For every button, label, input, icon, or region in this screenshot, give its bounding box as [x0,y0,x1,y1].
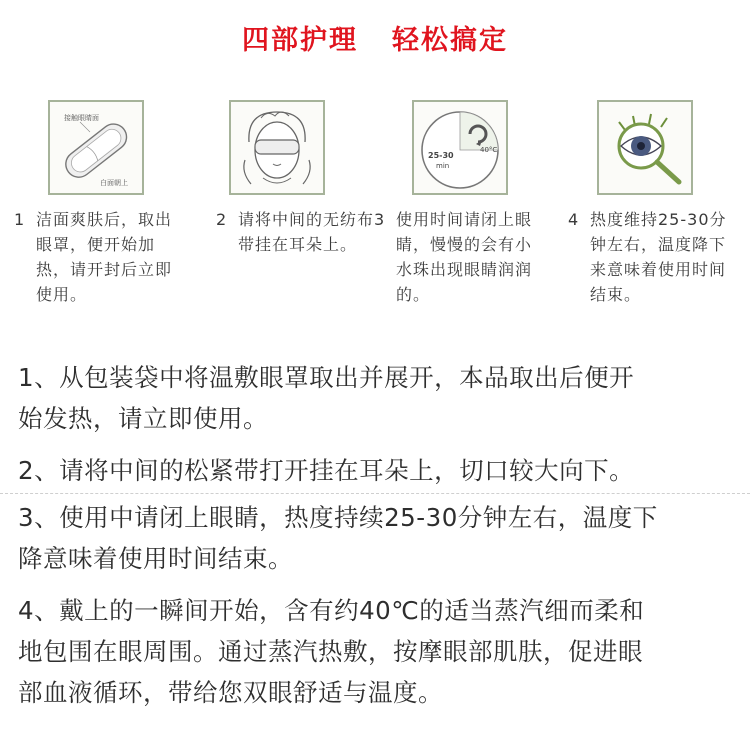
mask-label-bottom: 白面朝上 [100,179,128,187]
instruction-line: 3、使用中请闭上眼睛，热度持续25-30分钟左右，温度下 [18,503,658,532]
instruction-2 [18,450,738,491]
eye-magnifier-icon [597,100,693,195]
clock-timer-icon [412,100,508,195]
eye-mask-package-icon [48,100,144,195]
instruction-3 [18,497,738,579]
woman-wearing-mask-icon [229,100,325,195]
instruction-4 [18,590,738,713]
mask-label-top: 接触眼睛面 [64,114,99,122]
time-label: 25-30 [428,151,454,160]
title-part-2: 轻松搞定 [392,25,508,56]
step-number: 1 [14,210,26,229]
instruction-line: 1、从包装袋中将温敷眼罩取出并展开，本品取出后便开 [18,363,635,392]
instruction-line: 部血液循环，带给您双眼舒适与温度。 [18,678,443,707]
step-number: 3 [374,210,386,229]
temp-label: 40°C [480,146,498,154]
step-text: 热度维持25-30分钟左右，温度降下来意味着使用时间结束。 [590,210,727,304]
instruction-line: 2、请将中间的松紧带打开挂在耳朵上，切口较大向下。 [18,456,635,485]
step-number: 2 [216,210,228,229]
instruction-line: 始发热，请立即使用。 [18,404,268,433]
divider [0,493,750,494]
step-number: 4 [568,210,580,229]
instruction-line: 4、戴上的一瞬间开始，含有约40℃的适当蒸汽细而柔和 [18,596,645,625]
step-text: 请将中间的无纺布带挂在耳朵上。 [238,210,375,254]
unit-label: min [436,162,450,170]
instruction-line: 地包围在眼周围。通过蒸汽热敷，按摩眼部肌肤，促进眼 [18,637,643,666]
page-title [0,18,750,57]
instruction-1 [18,357,738,439]
step-text: 使用时间请闭上眼睛，慢慢的会有小水珠出现眼睛润润的。 [396,210,533,304]
step-text: 洁面爽肤后，取出眼罩，便开始加热，请开封后立即使用。 [36,210,173,304]
title-part-1: 四部护理 [242,25,358,56]
instruction-line: 降意味着使用时间结束。 [18,544,293,573]
